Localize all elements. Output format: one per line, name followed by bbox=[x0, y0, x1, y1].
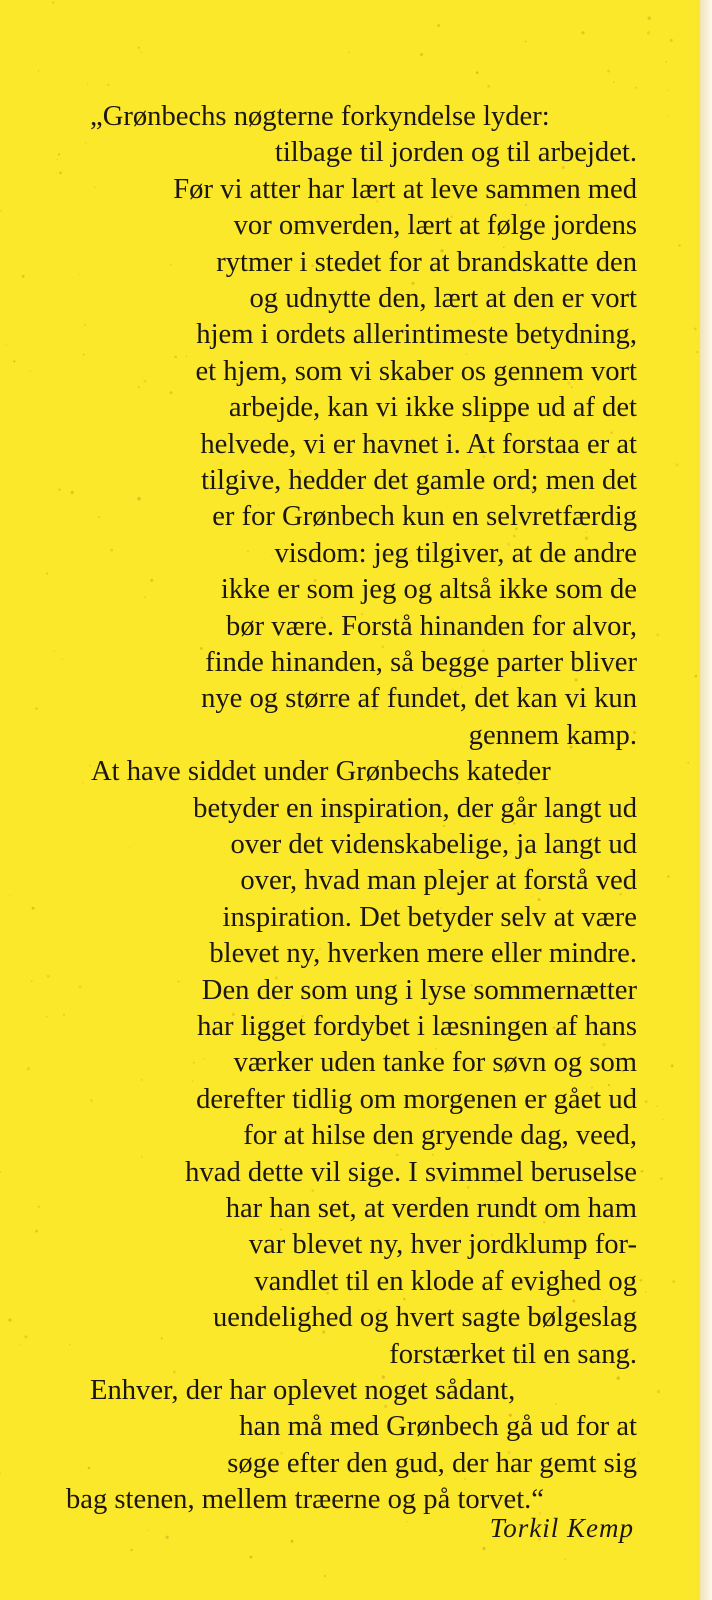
quote-line: over det videnskabelige, ja langt ud bbox=[230, 829, 637, 860]
quote-line: blevet ny, hverken mere eller mindre. bbox=[209, 938, 637, 970]
quote-line: nye og større af fundet, det kan vi kun bbox=[201, 683, 637, 715]
quote-line: hvad dette vil sige. I svimmel beruselse bbox=[185, 1156, 637, 1188]
quote-line: Enhver, der har oplevet noget sådant, bbox=[90, 1375, 516, 1406]
quote-line: gennem kamp. bbox=[468, 719, 637, 751]
quote-line: et hjem, som vi skaber os gennem vort bbox=[195, 355, 637, 387]
quote-line: Før vi atter har lært at leve sammen med bbox=[173, 173, 637, 205]
quote-line: ikke er som jeg og altså ikke som de bbox=[220, 574, 637, 606]
quote-line: Den der som ung i lyse sommernætter bbox=[201, 974, 637, 1006]
quote-line: vor omverden, lært at følge jordens bbox=[233, 210, 637, 242]
quote-line: visdom: jeg tilgiver, at de andre bbox=[274, 537, 637, 569]
author-signature: Torkil Kemp bbox=[489, 1513, 634, 1543]
quote-line: „Grønbechs nøgterne forkyndelse lyder: bbox=[90, 101, 550, 132]
quote-line: værker uden tanke for søvn og som bbox=[233, 1047, 637, 1079]
quote-line: han må med Grønbech gå ud for at bbox=[239, 1411, 637, 1443]
quote-line: helvede, vi er havnet i. At forstaa er at bbox=[200, 428, 637, 460]
quote-line: tilgive, hedder det gamle ord; men det bbox=[201, 465, 637, 496]
quote-line: har han set, at verden rundt om ham bbox=[225, 1193, 637, 1224]
quote-line: bag stenen, mellem træerne og på torvet.“ bbox=[66, 1484, 544, 1516]
quote-line: rytmer i stedet for at brandskatte den bbox=[216, 246, 637, 278]
quote-line: og udnytte den, lært at den er vort bbox=[249, 283, 637, 314]
page-edge-strip bbox=[700, 0, 712, 1600]
quote-line: var blevet ny, hver jordklump for- bbox=[248, 1229, 637, 1261]
quote-line: betyder en inspiration, der går langt ud bbox=[193, 792, 637, 824]
quote-line: for at hilse den gryende dag, veed, bbox=[243, 1120, 637, 1152]
quote-line: søge efter den gud, der har gemt sig bbox=[227, 1447, 637, 1479]
quote-line: uendelighed og hvert sagte bølgeslag bbox=[212, 1302, 637, 1334]
quote-line: derefter tidlig om morgenen er gået ud bbox=[196, 1083, 637, 1115]
quote-line: hjem i ordets allerintimeste betydning, bbox=[196, 319, 637, 351]
quote-line: inspiration. Det betyder selv at være bbox=[222, 901, 637, 933]
quote-line: er for Grønbech kun en selvretfærdig bbox=[212, 501, 637, 533]
quote-line: bør være. Forstå hinanden for alvor, bbox=[226, 610, 637, 642]
quote-line: finde hinanden, så begge parter bliver bbox=[205, 647, 637, 678]
quote-line: tilbage til jorden og til arbejdet. bbox=[274, 137, 637, 169]
quote-line: har ligget fordybet i læsningen af hans bbox=[197, 1011, 637, 1042]
quote-line: vandlet til en klode af evighed og bbox=[254, 1265, 637, 1297]
quote-line: over, hvad man plejer at forstå ved bbox=[240, 865, 637, 897]
quote-line: forstærket til en sang. bbox=[389, 1338, 637, 1370]
quote-line: arbejde, kan vi ikke slippe ud af det bbox=[228, 392, 637, 424]
quote-line: At have siddet under Grønbechs kateder bbox=[91, 756, 551, 788]
